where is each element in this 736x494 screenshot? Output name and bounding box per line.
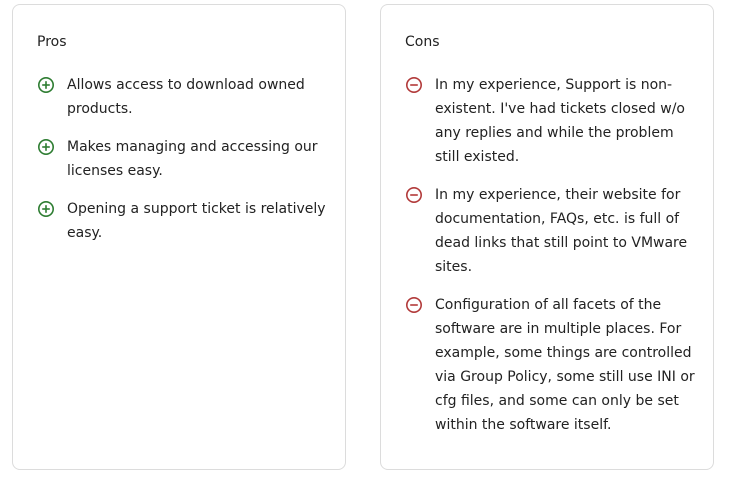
cons-list-item bbox=[405, 183, 699, 279]
cons-item-text: In my experience, Support is non-existent. I've had tickets closed w/o any replies and while the problem still existed. bbox=[435, 77, 685, 165]
cons-title: Cons bbox=[405, 34, 440, 50]
pros-list bbox=[37, 73, 331, 259]
pros-list-item bbox=[37, 135, 331, 183]
cons-list-item bbox=[405, 293, 699, 437]
minus-circle-icon bbox=[405, 296, 423, 314]
pros-list-item bbox=[37, 197, 331, 245]
pros-card bbox=[12, 4, 346, 470]
cons-list bbox=[405, 73, 699, 451]
cons-item-text: In my experience, their website for documentation, FAQs, etc. is full of dead links that still point to VMware sites. bbox=[435, 187, 688, 275]
pros-title: Pros bbox=[37, 34, 67, 50]
pros-list-item bbox=[37, 73, 331, 121]
cons-list-item bbox=[405, 73, 699, 169]
cons-card bbox=[380, 4, 714, 470]
minus-circle-icon bbox=[405, 186, 423, 204]
cons-item-text: Configuration of all facets of the software are in multiple places. For example, some things are controlled via Group Policy, some still use INI or cfg files, and some can only be set within the software itself. bbox=[435, 297, 695, 433]
minus-circle-icon bbox=[405, 76, 423, 94]
pros-item-text: Allows access to download owned products. bbox=[67, 77, 305, 117]
pros-item-text: Opening a support ticket is relatively easy. bbox=[67, 201, 326, 241]
plus-circle-icon bbox=[37, 200, 55, 218]
plus-circle-icon bbox=[37, 76, 55, 94]
pros-item-text: Makes managing and accessing our licenses easy. bbox=[67, 139, 318, 179]
plus-circle-icon bbox=[37, 138, 55, 156]
